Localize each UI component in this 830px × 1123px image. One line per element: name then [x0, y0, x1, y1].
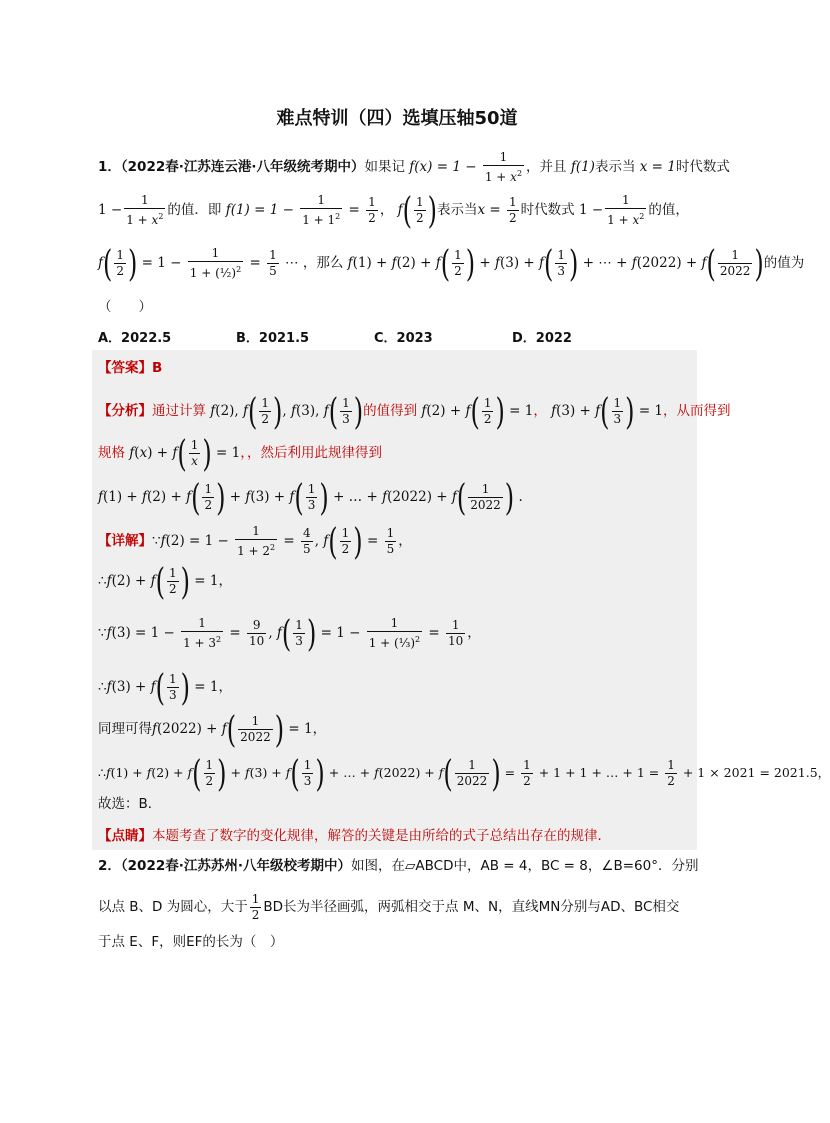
- choice-b[interactable]: B．2021.5: [236, 331, 310, 346]
- q1-line-3: f( $\frac{1}{2}$ ) = 1 − $\frac{1}{1 + (\frac{1}{2})^2}$ = $\frac{1}{5}$ ⋯ ，那么 f(1) + f(2) + f( $\frac{1}{2}$ ) + f(3) + f( $\frac{1}{3}$ ) + ⋯ + f(2022) + f( $\frac{1}{2022}$ )的值为: [98, 242, 805, 285]
- choice-c[interactable]: C．2023: [374, 331, 433, 346]
- detail-line-1: 【详解】∵f(2) = 1 − $\frac{1}{1 + 2^2}$ = $\frac{4}{5}$ , f( $\frac{1}{2}$ ) = $\frac{1}{5}$ ，: [98, 520, 412, 563]
- q2-line-2: 以点 B、D 为圆心，大于 $\frac{1}{2}$ BD长为半径画弧，两弧相交于点 M、N，直线MN分别与AD、BC相交: [98, 892, 680, 922]
- q1-number: 1．: [98, 159, 121, 175]
- detail-line-5: 同理可得f(2022) + f( $\frac{1}{2022}$ ) = 1，: [98, 708, 327, 751]
- comment-line: 【点睛】本题考查了数字的变化规律，解答的关键是由所给的式子总结出存在的规律．: [98, 828, 611, 844]
- analysis-line-1: 【分析】通过计算 f(2), f( $\frac{1}{2}$ ), f(3), f( $\frac{1}{3}$ )的值得到 f(2) + f( $\frac{1}{2}$ ) = 1， f(3) + f( $\frac{1}{3}$ ) = 1，从而得到: [98, 390, 731, 433]
- q2-line-1: 2．（2022春·江苏苏州·八年级校考期中）如图，在▱ABCD中，AB = 4，BC = 8，∠B=60°．分别: [98, 858, 699, 874]
- page-title: 难点特训（四）选填压轴50道: [276, 108, 518, 129]
- q1-line-2: 1 − $\frac{1}{1 + x^2}$ 的值．即 f(1) = 1 − $\frac{1}{1 + 1^2}$ = $\frac{1}{2}$ ， f( $\frac{1}{2}$ )表示当x = $\frac{1}{2}$ 时代数式 1 − $\frac{1}{1 + x^2}$ 的值，: [98, 189, 689, 232]
- answer-line: [98, 358, 162, 378]
- choice-d[interactable]: D．2022: [512, 331, 572, 346]
- answer-value: B: [152, 360, 163, 376]
- fraction: $\frac{1}{1 + x^2}$: [484, 150, 523, 184]
- q1-source: （2022春·江苏连云港·八年级统考期中）: [120, 159, 365, 175]
- q2-source: （2022春·江苏苏州·八年级校考期中）: [120, 858, 351, 874]
- q1-func-def: f(x) = 1 −: [409, 159, 477, 175]
- q1-blank: （ ）: [98, 299, 152, 315]
- analysis-line-3: f(1) + f(2) + f( $\frac{1}{2}$ ) + f(3) + f( $\frac{1}{3}$ ) + … + f(2022) + f( $\frac{1}{2022}$ ) .: [98, 476, 523, 519]
- detail-line-6: ∴f(1) + f(2) + f( $\frac{1}{2}$ ) + f(3) + f( $\frac{1}{3}$ ) + … + f(2022) + f( $\frac{1}{2022}$ ) = $\frac{1}{2}$ + 1 + 1 + … + 1 = $\frac{1}{2}$ + 1 × 2021 = 2021.5，: [98, 752, 830, 795]
- q1-line-1: 1．（2022春·江苏连云港·八年级统考期中）如果记 f(x) = 1 − $\frac{1}{1 + x^2}$ ，并且 f(1)表示当 x = 1时代数式: [98, 150, 730, 184]
- q2-number: 2．: [98, 858, 121, 874]
- detail-line-4: ∴f(3) + f( $\frac{1}{3}$ ) = 1，: [98, 666, 232, 709]
- q2-line-3: 于点 E、F，则EF的长为（ ）: [98, 934, 284, 950]
- choice-a[interactable]: A．2022.5: [98, 331, 172, 346]
- analysis-line-2: 规格 f(x) + f( $\frac{1}{x}$ ) = 1，，然后利用此规律得到: [98, 432, 382, 475]
- answer-label: 【答案】: [98, 360, 152, 376]
- detail-line-3: ∵f(3) = 1 − $\frac{1}{1 + 3^2}$ = $\frac{9}{10}$ , f( $\frac{1}{3}$ ) = 1 − $\frac{1}{1 + (\frac{1}{3})^2}$ = $\frac{1}{10}$ ，: [98, 612, 481, 655]
- detail-choose: 故选：B．: [98, 796, 162, 812]
- detail-line-2: ∴f(2) + f( $\frac{1}{2}$ ) = 1，: [98, 560, 232, 603]
